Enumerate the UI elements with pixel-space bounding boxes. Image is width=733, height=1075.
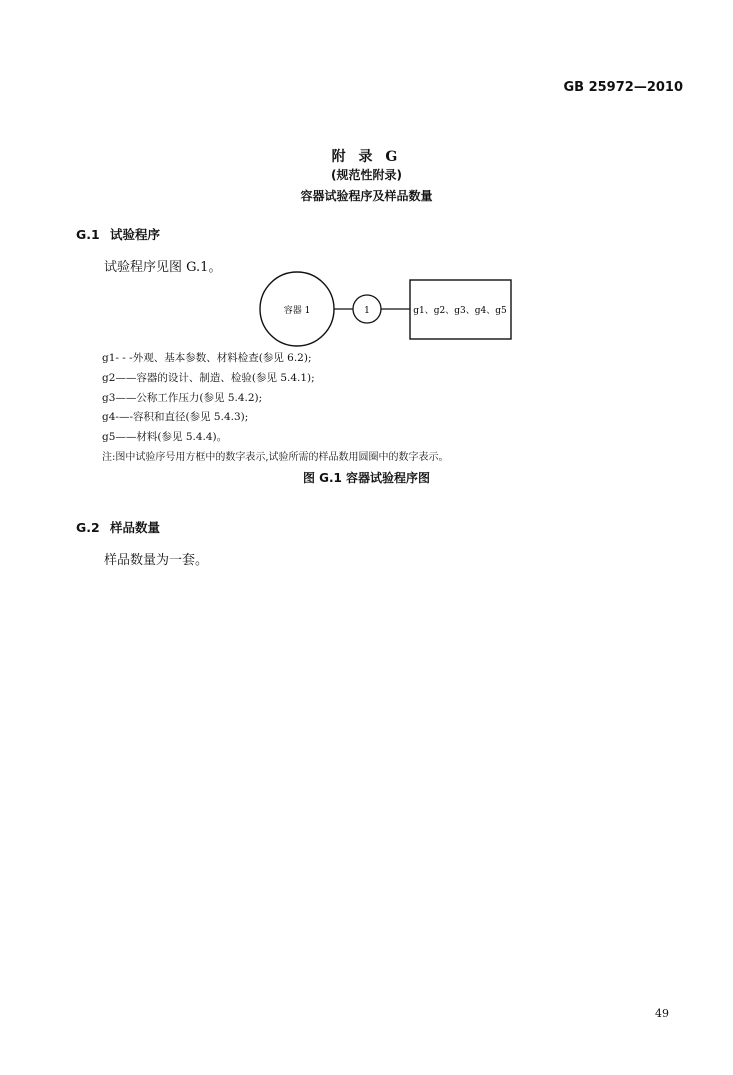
annex-title: 附 录 G xyxy=(331,149,402,165)
legend-item: g1- - -外观、基本参数、材料检查(参见 6.2); xyxy=(102,352,312,364)
container-label: 容器 1 xyxy=(283,306,311,316)
section-g2-text: 样品数量为一套。 xyxy=(104,553,209,568)
annex-name: 容器试验程序及样品数量 xyxy=(300,189,433,203)
section-title: 试验程序 xyxy=(110,227,161,242)
section-g1-text: 试验程序见图 G.1。 xyxy=(104,260,222,275)
section-number: G.1 xyxy=(76,227,100,242)
section-title: 样品数量 xyxy=(110,520,161,535)
sample-number: 1 xyxy=(364,306,370,316)
figure-note: 注:图中试验序号用方框中的数字表示,试验所需的样品数用圆圈中的数字表示。 xyxy=(102,452,449,463)
section-heading-g2 xyxy=(76,518,160,536)
page-number: 49 xyxy=(655,1007,669,1020)
legend-item: g2——容器的设计、制造、检验(参见 5.4.1); xyxy=(102,372,315,384)
section-heading-g1 xyxy=(76,225,160,243)
legend-item: g5——材料(参见 5.4.4)。 xyxy=(102,431,228,443)
section-number: G.2 xyxy=(76,520,100,535)
legend-item: g3——公称工作压力(参见 5.4.2); xyxy=(102,392,263,404)
legend-item: g4-—-容积和直径(参见 5.4.3); xyxy=(102,411,249,423)
standard-number: GB 25972—2010 xyxy=(563,80,683,95)
test-procedure-diagram xyxy=(240,268,530,352)
figure-caption: 图 G.1 容器试验程序图 xyxy=(302,471,431,485)
annex-type: (规范性附录) xyxy=(331,168,402,182)
procedures-label: g1、g2、g3、g4、g5 xyxy=(413,306,507,316)
